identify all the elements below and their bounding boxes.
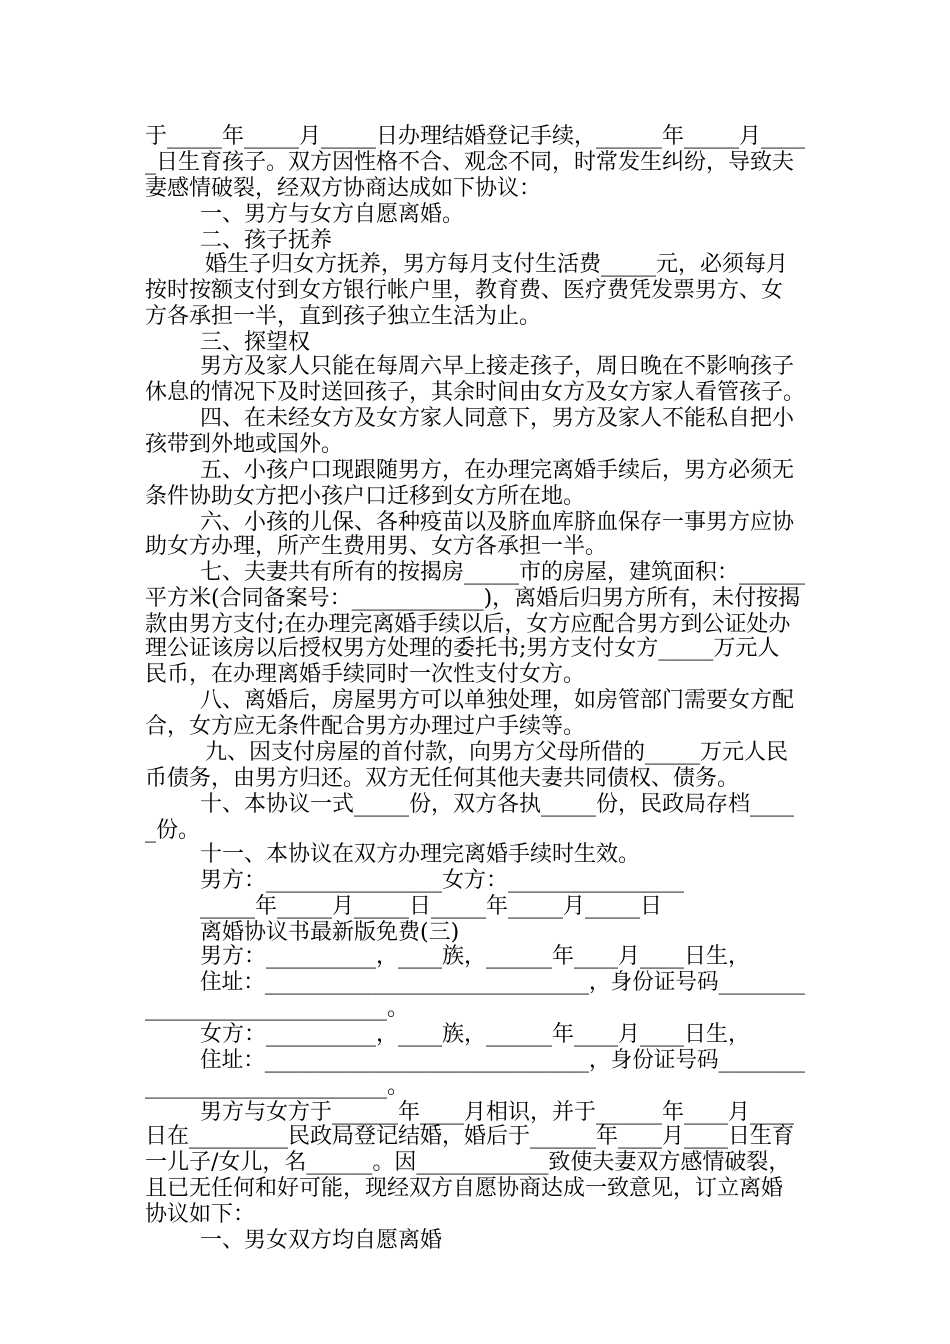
text-line: 二、孩子抚养 [200,228,333,253]
text-line: 三、探望权 [200,330,311,355]
text-line: 九、因支付房屋的首付款，向男方父母所借的_____万元人民 [205,740,789,765]
text-line: 五、小孩户口现跟随男方，在办理完离婚手续后，男方必须无 [200,458,795,483]
text-line: 六、小孩的儿保、各种疫苗以及脐血库脐血保存一事男方应协 [200,510,795,535]
text-line: _份。 [145,818,201,843]
text-line: 男方：__________，____族，______年____月____日生， [200,944,751,969]
signature-line: 男方：________________女方：________________ [200,868,685,893]
text-line: 妻感情破裂，经双方协商达成如下协议： [145,176,542,201]
text-line: ______________________。 [145,996,410,1021]
text-line: 十一、本协议在双方办理完离婚手续时生效。 [200,842,641,867]
text-line: 男方与女方于______年____月相识，并于______年____月____ [200,1100,795,1125]
text-line: 孩带到外地或国外。 [145,432,344,457]
text-line: 协议如下： [145,1202,256,1227]
text-line: 方各承担一半，直到孩子独立生活为止。 [145,304,542,329]
text-line: 住址：______________________________，身份证号码________ [200,970,805,995]
text-line: 平方米(合同备案号：____________)，离婚后归男方所有，未付按揭 [145,586,801,611]
text-line: 一、男女双方均自愿离婚 [200,1228,443,1253]
text-line: 七、夫妻共有所有的按揭房_____市的房屋，建筑面积：______ [200,560,806,585]
date-line: _____年_____月_____日_____年_____月_____日 [200,894,663,919]
text-line: 住址：______________________________，身份证号码________ [200,1048,805,1073]
text-line: 且已无任何和好可能，现经双方自愿协商达成一致意见，订立离婚 [145,1176,784,1201]
text-line: 助女方办理，所产生费用男、女方各承担一半。 [145,534,608,559]
text-line: 合，女方应无条件配合男方办理过户手续等。 [145,714,586,739]
text-line: 一、男方与女方自愿离婚。 [200,202,465,227]
text-line: 款由男方支付;在办理完离婚手续以后，女方应配合男方到公证处办 [145,612,791,637]
text-line: 十、本协议一式_____份，双方各执_____份，民政局存档____ [200,792,795,817]
text-line: 男方及家人只能在每周六早上接走孩子，周日晚在不影响孩子 [200,354,795,379]
text-line: 日在_________民政局登记结婚，婚后于______年____月____日生育 [145,1124,795,1149]
text-line: 民币，在办理离婚手续同时一次性支付女方。 [145,662,586,687]
text-line: 币债务，由男方归还。双方无任何其他夫妻共同债权、债务。 [145,766,740,791]
text-line: 一儿子/女儿，名______。因____________致使夫妻双方感情破裂， [145,1150,791,1175]
text-line: 条件协助女方把小孩户口迁移到女方所在地。 [145,484,586,509]
text-line: 八、离婚后，房屋男方可以单独处理，如房管部门需要女方配 [200,688,795,713]
text-line: 理公证该房以后授权男方处理的委托书;男方支付女方_____万元人 [145,636,780,661]
text-line: _日生育孩子。双方因性格不合、观念不同，时常发生纠纷，导致夫 [145,150,795,175]
text-line: 四、在未经女方及女方家人同意下，男方及家人不能私自把小 [200,406,795,431]
section-title: 离婚协议书最新版免费(三) [200,920,460,945]
text-line: 于_____年_____月_____日办理结婚登记手续，______年_____月____ [145,124,806,149]
text-line: 按时按额支付到女方银行帐户里，教育费、医疗费凭发票男方、女 [145,278,784,303]
text-line: 婚生子归女方抚养，男方每月支付生活费_____元，必须每月 [205,252,789,277]
text-line: ______________________。 [145,1074,410,1099]
text-line: 女方：__________，____族，______年____月____日生， [200,1022,751,1047]
text-line: 休息的情况下及时送回孩子，其余时间由女方及女方家人看管孩子。 [145,380,806,405]
